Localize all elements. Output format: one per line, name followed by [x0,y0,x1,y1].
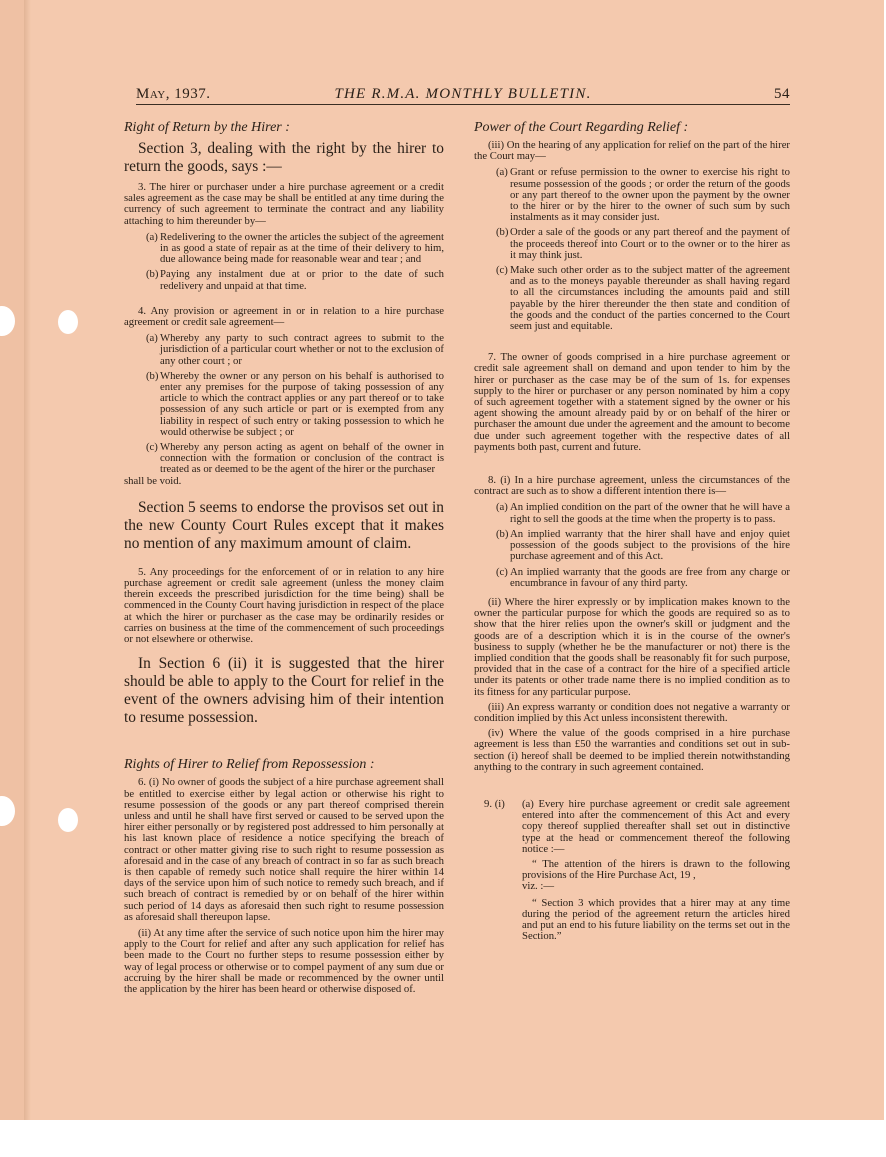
section-6-iii-item-c: (c) Make such other order as to the subject matter of the agreement and as to the moneys payable thereunder as shall having regard to all the circumstances including the amounts paid and still payable by the hirer thereunder the then state and condition of the goods and the conduct of the parties concerned to the Court seem just and equitable. [496,264,790,333]
section-6-iii-text: (iii) On the hearing of any application for relief on the part of the hirer the Court may— [474,139,790,163]
punch-hole-top [58,310,78,334]
section-8-i-item-c: (c) An implied warranty that the goods are free from any charge or encumbrance in favour of any third party. [496,565,790,589]
punch-hole-bottom [58,808,78,832]
section-9-notice-2: “ Section 3 which provides that a hirer may at any time during the period of the agreement return the articles hired and put an end to his future liability on the terms set out in the Section.” [522,896,790,943]
binding-edge [0,0,24,1120]
section-8-i-text: 8. (i) In a hire purchase agreement, unless the circumstances of the contract are such as to show a different intention there is— [474,474,790,498]
section-3-item-b: (b) Paying any instalment due at or prior to the date of such redelivery and unpaid at that time. [146,268,444,292]
section-9-text: 9. (i) (a) Every hire purchase agreement or credit sale agreement entered into after the commencement of this Act and every copy thereof supplied thereafter shall set out in distinctive type at the head or commencement thereof the following notice :— [484,797,790,855]
heading-right-of-return: Right of Return by the Hirer : [124,120,290,135]
section-6-ii-text: (ii) At any time after the service of such notice upon him the hirer may apply to the Court for relief and after any such application for relief has been made to the Court no further steps to resume possession either by way of legal process or otherwise or to compel payment of any sum due or accruing by the hirer shall be made or recommenced by the owner until the application by the hirer has been heard or otherwise disposed of. [124,926,444,995]
right-column [474,120,790,947]
section-8-iii-text: (iii) An express warranty or condition does not negative a warranty or condition implied by this Act unless inconsistent therewith. [474,700,790,724]
section-8-i-item-a: (a) An implied condition on the part of the owner that he will have a right to sell the goods at the time when the property is to pass. [496,501,790,525]
section-7-text: 7. The owner of goods comprised in a hire purchase agreement or credit sale agreement shall on demand and upon tender to him by the hirer or purchaser as the case may be of the sum of 1s. for expenses supply to the hirer or purchaser or any person nominated by him a copy of such agreement together with a statement signed by the owner or his agent showing the amount already paid by or on behalf of the hirer or purchaser the amount due under the agreement and the amount to become due under such agreement together with the respective dates of all payments both past, current and future. [474,351,790,453]
page-header [136,86,790,104]
section-5-text: 5. Any proceedings for the enforcement of or in relation to any hire purchase agreement or credit sale agreement (unless the money claim therein exceeds the prescribed jurisdiction for the time being) shall be commenced in the County Court having jurisdiction in respect of the place at which the hirer or purchaser as the case may be ordinarily resides or carries on business at the time of the commencement of such proceedings or not elsewhere or otherwise. [124,565,444,646]
section-3-item-a: (a) Redelivering to the owner the articles the subject of the agreement in as good a state of repair as at the time of their delivery to him, due allowance being made for reasonable wear and tear ; and [146,230,444,266]
header-rule [136,104,790,105]
section-4-void: shall be void. [124,474,182,487]
section-4-item-b: (b) Whereby the owner or any person on his behalf is authorised to enter any premises for the purpose of taking possession of any article to which the contract applies or any part thereof or to take possession of any such article or part or is exempted from any liability in respect of such entry or taking possession to which he would otherwise be subject ; or [146,369,444,438]
page-number: 54 [774,86,790,102]
section-4-item-c: (c) Whereby any person acting as agent on behalf of the owner in connection with the formation or conclusion of the contract is treated as or deemed to be the agent of the hirer or the purchaser [146,441,444,476]
bulletin-title: THE R.M.A. MONTHLY BULLETIN. [334,86,592,102]
section-3-text: 3. The hirer or purchaser under a hire purchase agreement or a credit sales agreement as the case may be shall be entitled at any time during the currency of such agreement to terminate the contract and any liability attaching to him thereunder by— [124,181,444,227]
section-4-text: 4. Any provision or agreement in or in relation to a hire purchase agreement or credit sale agreement— [124,304,444,329]
heading-rights-of-hirer: Rights of Hirer to Relief from Repossession : [124,757,375,773]
section-9-notice-viz: viz. :— [522,880,555,893]
intro-section-3: Section 3, dealing with the right by the hirer to return the goods, says :— [124,140,444,175]
commentary-section-5: Section 5 seems to endorse the provisos set out in the new County Court Rules except that it makes no mention of any maximum amount of claim. [124,498,444,552]
commentary-section-6: In Section 6 (ii) it is suggested that the hirer should be able to apply to the Court for relief in the event of the owners advising him of their intention to resume possession. [124,655,444,727]
heading-power-of-court: Power of the Court Regarding Relief : [474,120,689,135]
section-6-i-text: 6. (i) No owner of goods the subject of a hire purchase agreement shall be entitled to exercise either by legal action or otherwise his right to resume possession of the goods or any part thereof comprised therein unless and until he shall have first served or caused to be served upon the hirer either personally or by registered post addressed to him personally at his last known place of residence a notice specifying the breach of contract or other matter giving rise to such right to resume possession as aforesaid and in the case of any breach of contract in so far as such breach is then capable of remedy such notice shall require the hirer within 14 days of the service upon him of such notice to remedy such breach, and if such breach of contract is remedied by or on behalf of the hirer within such period of 14 days as aforesaid then such right to resume possession as aforesaid shall thereupon lapse. [124,776,444,923]
left-column [124,120,444,995]
section-8-iv-text: (iv) Where the value of the goods comprised in a hire purchase agreement is less than £50 the warranties and conditions set out in sub-section (i) hereof shall be deemed to be implied therein notwithstanding anything to the contrary in such agreement contained. [474,727,790,773]
section-6-iii-item-b: (b) Order a sale of the goods or any part thereof and the payment of the proceeds thereof into Court or to the owner or to the hirer as it may think just. [496,226,790,261]
page-fold [24,0,31,1120]
section-8-i-item-b: (b) An implied warranty that the hirer shall have and enjoy quiet possession of the goods subject to the provisions of the hire purchase agreement and of this Act. [496,527,790,563]
section-8-ii-text: (ii) Where the hirer expressly or by implication makes known to the owner the particular purpose for which the goods are required so as to show that the hirer relies upon the owner's skill or judgment and the goods are of a description which it is in the course of the owner's business to supply (whether he be the manufacturer or not) there is the implied condition that the goods shall be reasonably fit for such purpose, provided that in the case of a contract for the hire of a specified article under its patents or other trade name there is no implied condition as to its fitness for any particular purpose. [474,595,790,698]
section-6-iii-item-a: (a) Grant or refuse permission to the owner to exercise his right to resume possession of the goods ; or order the return of the goods or any part thereof to the owner upon the payment by the owner to the hirer or by the hirer to the owner of such sum by such instalments as it may consider just. [496,166,790,224]
section-9-notice-1: “ The attention of the hirers is drawn to the following provisions of the Hire Purchase Act, 19 , [522,857,790,882]
issue-date: May, 1937. [136,86,211,102]
section-4-item-a: (a) Whereby any party to such contract agrees to submit to the jurisdiction of a particular court whether or not to the exclusion of any other court ; or [146,332,444,367]
